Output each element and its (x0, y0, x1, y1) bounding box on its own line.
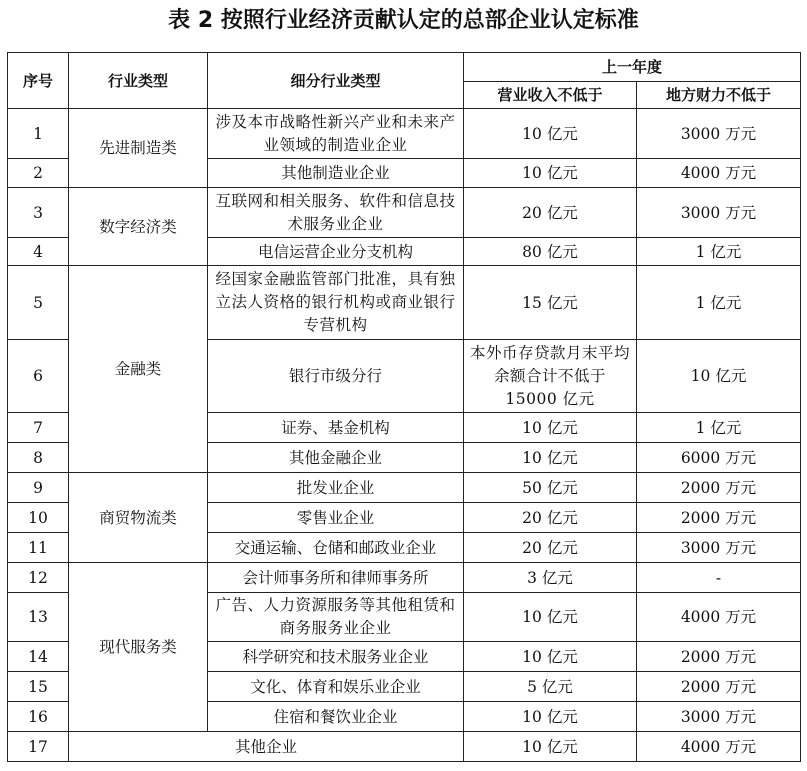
cell-revenue: 10 亿元 (464, 593, 637, 642)
cell-finance: 1 亿元 (637, 238, 801, 266)
cell-revenue: 10 亿元 (464, 702, 637, 732)
cell-finance: 3000 万元 (637, 188, 801, 238)
cell-sub-industry: 零售业企业 (208, 503, 464, 533)
cell-finance: 6000 万元 (637, 443, 801, 473)
cell-seq: 7 (8, 413, 69, 443)
cell-sub-industry: 广告、人力资源服务等其他租赁和商务服务业企业 (215, 596, 456, 637)
cell-revenue: 15 亿元 (464, 266, 637, 340)
cell-finance: 2000 万元 (637, 672, 801, 702)
cell-revenue: 10 亿元 (464, 732, 637, 762)
cell-seq: 13 (8, 593, 69, 642)
header-seq: 序号 (8, 53, 69, 109)
table-row (8, 109, 801, 159)
cell-finance: - (637, 563, 801, 593)
table-row (8, 732, 801, 762)
cell-revenue: 3 亿元 (464, 563, 637, 593)
cell-finance: 2000 万元 (637, 473, 801, 503)
cell-industry: 数字经济类 (69, 188, 208, 266)
cell-industry: 金融类 (69, 266, 208, 473)
cell-sub-industry: 证券、基金机构 (208, 413, 464, 443)
cell-seq: 12 (8, 563, 69, 593)
cell-revenue: 10 亿元 (464, 443, 637, 473)
cell-seq: 11 (8, 533, 69, 563)
cell-seq: 15 (8, 672, 69, 702)
cell-finance: 1 亿元 (637, 413, 801, 443)
cell-sub-industry: 互联网和相关服务、软件和信息技术服务业企业 (215, 191, 456, 233)
cell-sub-industry: 批发业企业 (208, 473, 464, 503)
cell-seq: 2 (8, 159, 69, 188)
header-sub-industry: 细分行业类型 (208, 53, 464, 109)
cell-finance: 4000 万元 (637, 593, 801, 642)
cell-revenue: 10 亿元 (464, 159, 637, 188)
cell-seq: 4 (8, 238, 69, 266)
cell-revenue: 10 亿元 (464, 109, 637, 159)
cell-seq: 1 (8, 109, 69, 159)
cell-seq: 9 (8, 473, 69, 503)
table-title: 表 2 按照行业经济贡献认定的总部企业认定标准 (168, 8, 639, 33)
cell-finance: 2000 万元 (637, 503, 801, 533)
cell-revenue: 20 亿元 (464, 533, 637, 563)
cell-revenue: 80 亿元 (464, 238, 637, 266)
cell-sub-industry: 文化、体育和娱乐业企业 (208, 672, 464, 702)
cell-seq: 16 (8, 702, 69, 732)
cell-finance: 3000 万元 (637, 702, 801, 732)
header-revenue: 营业收入不低于 (464, 82, 637, 109)
cell-revenue: 50 亿元 (464, 473, 637, 503)
cell-sub-industry: 其他金融企业 (208, 443, 464, 473)
cell-finance: 2000 万元 (637, 642, 801, 672)
cell-revenue: 20 亿元 (464, 188, 637, 238)
standards-table (7, 52, 801, 762)
cell-finance: 10 亿元 (637, 340, 801, 413)
cell-revenue: 本外币存贷款月末平均余额合计不低于 15000 亿元 (470, 343, 631, 408)
cell-sub-industry: 经国家金融监管部门批准，具有独立法人资格的银行机构或商业银行专营机构 (215, 270, 456, 334)
table-row (8, 563, 801, 593)
cell-sub-industry: 科学研究和技术服务业企业 (208, 642, 464, 672)
cell-seq: 14 (8, 642, 69, 672)
cell-revenue: 10 亿元 (464, 413, 637, 443)
cell-finance: 4000 万元 (637, 159, 801, 188)
cell-sub-industry: 住宿和餐饮业企业 (208, 702, 464, 732)
table-row (8, 473, 801, 503)
cell-finance: 1 亿元 (637, 266, 801, 340)
cell-sub-industry: 交通运输、仓储和邮政业企业 (208, 533, 464, 563)
cell-industry: 先进制造类 (69, 109, 208, 188)
cell-seq: 3 (8, 188, 69, 238)
cell-finance: 3000 万元 (637, 533, 801, 563)
cell-revenue: 10 亿元 (464, 642, 637, 672)
cell-seq: 5 (8, 266, 69, 340)
cell-sub-industry: 电信运营企业分支机构 (208, 238, 464, 266)
cell-sub-industry: 会计师事务所和律师事务所 (208, 563, 464, 593)
cell-finance: 4000 万元 (637, 732, 801, 762)
header-industry: 行业类型 (69, 53, 208, 109)
cell-revenue: 5 亿元 (464, 672, 637, 702)
cell-seq: 10 (8, 503, 69, 533)
cell-seq: 8 (8, 443, 69, 473)
cell-industry: 商贸物流类 (69, 473, 208, 563)
cell-seq: 17 (8, 732, 69, 762)
cell-seq: 6 (8, 340, 69, 413)
cell-sub-industry: 涉及本市战略性新兴产业和未来产业领域的制造业企业 (215, 112, 456, 154)
header-last-year: 上一年度 (464, 53, 801, 82)
cell-industry: 现代服务类 (69, 563, 208, 732)
table-row (8, 188, 801, 238)
cell-sub-industry: 其他企业 (69, 732, 464, 762)
cell-finance: 3000 万元 (637, 109, 801, 159)
cell-sub-industry: 其他制造业企业 (208, 159, 464, 188)
cell-sub-industry: 银行市级分行 (208, 340, 464, 413)
table-row (8, 266, 801, 340)
cell-revenue: 20 亿元 (464, 503, 637, 533)
header-local-finance: 地方财力不低于 (637, 82, 801, 109)
